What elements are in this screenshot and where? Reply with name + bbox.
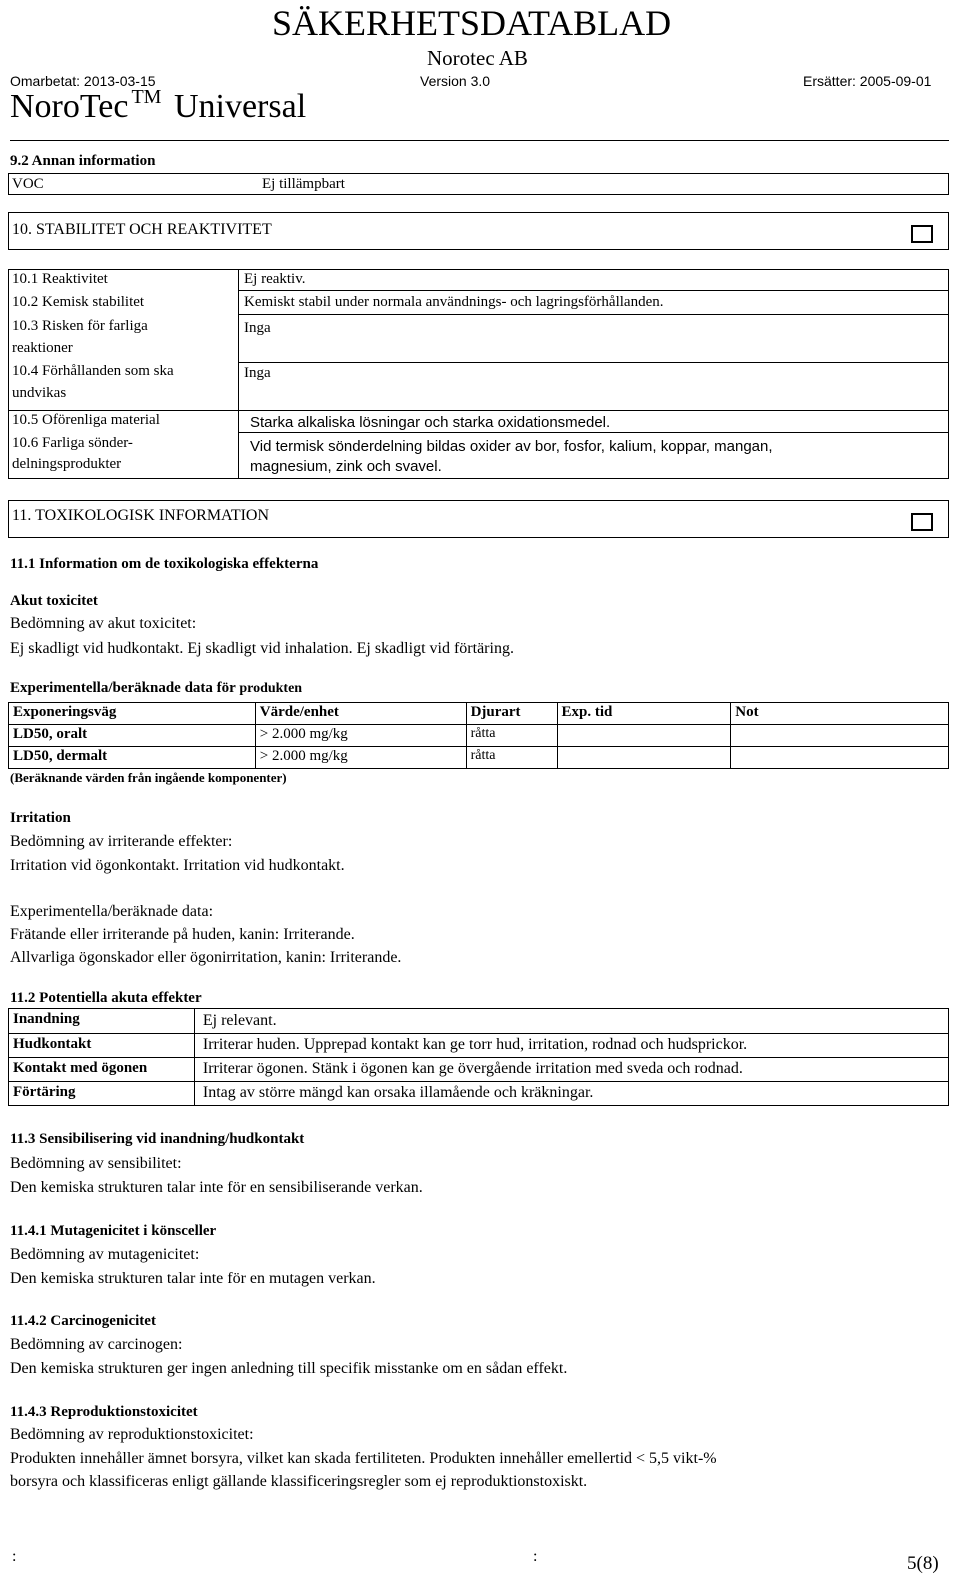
experimental-data-subheading: Experimentella/beräknade data: [10,903,214,920]
reproductive-toxicity-text: Produkten innehåller ämnet borsyra, vilket kan skada fertiliteten. Produkten innehåller emellertid < 5,5 vikt-% [10,1450,717,1467]
voc-row [8,173,949,195]
table-row [9,1009,949,1034]
experimental-data-heading-bold: Experimentella/beräknade data för [10,680,236,696]
page-number: 5(8) [907,1553,939,1574]
mutagenicity-assessment: Bedömning av mutagenicitet: [10,1246,200,1263]
section-11-1-heading: 11.1 Information om de toxikologiska effekterna [10,556,319,572]
column-header: Not [731,703,949,725]
irritation-heading: Irritation [10,810,71,826]
table-cell: Irriterar huden. Upprepad kontakt kan ge torr hud, irritation, rodnad och hudsprickor. [194,1034,948,1058]
acute-effects-table [8,1008,949,1106]
mutagenicity-text: Den kemiska strukturen talar inte för en mutagen verkan. [10,1270,376,1287]
table-row [9,747,949,769]
section-9-2-heading: 9.2 Annan information [10,153,156,169]
column-header: Värde/enhet [255,703,466,725]
section-11-2-heading: 11.2 Potentiella akuta effekter [10,990,202,1006]
s10-row-value: Vid termisk sönderdelning bildas oxider av bor, fosfor, kalium, koppar, mangan, [250,438,773,455]
footer-colon: : [533,1548,538,1565]
replaces-date: Ersätter: 2005-09-01 [803,73,932,89]
column-header: Exp. tid [557,703,731,725]
table-cell [731,747,949,769]
table-row [9,1034,949,1058]
table-cell: Intag av större mängd kan orsaka illamående och kräkningar. [194,1082,948,1106]
acute-toxicity-assessment: Bedömning av akut toxicitet: [10,615,197,632]
s10-row-value: Inga [244,320,271,336]
s10-row-label: reaktioner [12,340,73,356]
table-cell: Irriterar ögonen. Stänk i ögonen kan ge övergående irritation med sveda och rodnad. [194,1058,948,1082]
trademark: TM [131,86,162,108]
experimental-data-heading-rest: produkten [235,681,303,696]
toxicity-table [8,702,949,769]
s10-row-value: Ej reaktiv. [244,271,306,287]
table-cell: råtta [466,725,557,747]
product-name [10,86,306,126]
sensitization-assessment: Bedömning av sensibilitet: [10,1155,182,1172]
s10-row-label: 10.5 Oförenliga material [12,412,160,428]
reproductive-toxicity-text: borsyra och klassificeras enligt gällande klassificeringsregler som ej reproduktionstoxiskt. [10,1473,588,1490]
s10-row-label: undvikas [12,385,67,401]
table-cell [731,725,949,747]
irritation-assessment: Bedömning av irriterande effekter: [10,833,233,850]
table-cell: > 2.000 mg/kg [255,747,466,769]
s10-row-label: 10.4 Förhållanden som ska [12,363,174,379]
header-rule [10,140,949,141]
table-cell: Kontakt med ögonen [9,1058,195,1082]
s10-row-value: Inga [244,365,271,381]
s10-row-label: delningsprodukter [12,456,122,472]
section-10-table-divider [238,269,239,479]
company-name: Norotec AB [427,46,528,70]
document-title: SÄKERHETSDATABLAD [272,3,672,43]
s10-row-label: 10.6 Farliga sönder- [12,435,133,451]
row-divider [238,314,949,315]
s10-row-value: magnesium, zink och svavel. [250,458,442,475]
table-cell: Förtäring [9,1082,195,1106]
checkbox-icon [911,225,933,243]
voc-value: Ej tillämpbart [262,176,345,192]
checkbox-icon [911,513,933,531]
section-11-4-2-heading: 11.4.2 Carcinogenicitet [10,1313,156,1329]
acute-toxicity-heading: Akut toxicitet [10,593,98,609]
table-cell: Hudkontakt [9,1034,195,1058]
section-11-4-3-heading: 11.4.3 Reproduktionstoxicitet [10,1404,198,1420]
section-11-heading: 11. TOXIKOLOGISK INFORMATION [12,507,270,524]
table-cell: LD50, oralt [9,725,256,747]
table-cell: Ej relevant. [194,1009,948,1034]
table-cell [557,747,731,769]
product-name-suffix: Universal [173,88,307,125]
table-cell: LD50, dermalt [9,747,256,769]
column-header: Djurart [466,703,557,725]
row-divider [8,410,949,411]
section-11-3-heading: 11.3 Sensibilisering vid inandning/hudkontakt [10,1131,305,1147]
carcinogenicity-text: Den kemiska strukturen ger ingen anledning till specifik misstanke om en sådan effekt. [10,1360,568,1377]
experimental-data-line: Allvarliga ögonskador eller ögonirritation, kanin: Irriterande. [10,949,402,966]
table-header-row [9,703,949,725]
row-divider [238,362,949,363]
sensitization-text: Den kemiska strukturen talar inte för en sensibiliserande verkan. [10,1179,423,1196]
table-cell: Inandning [9,1009,195,1034]
revised-date: Omarbetat: 2013-03-15 [10,73,156,89]
experimental-data-heading [10,680,302,697]
column-header: Exponeringsväg [9,703,256,725]
s10-row-label: 10.1 Reaktivitet [12,271,108,287]
table-cell: > 2.000 mg/kg [255,725,466,747]
version: Version 3.0 [420,73,491,89]
row-divider [238,290,949,291]
product-name-main: NoroTec [10,88,129,125]
table-row [9,725,949,747]
s10-row-value: Starka alkaliska lösningar och starka oxidationsmedel. [250,414,611,431]
table-footnote: (Beräknande värden från ingående komponenter) [10,770,287,785]
table-cell [557,725,731,747]
s10-row-value: Kemiskt stabil under normala användnings- och lagringsförhållanden. [244,294,664,310]
table-row [9,1082,949,1106]
section-11-4-1-heading: 11.4.1 Mutagenicitet i könsceller [10,1223,217,1239]
row-divider [238,432,949,433]
table-row [9,1058,949,1082]
s10-row-label: 10.2 Kemisk stabilitet [12,294,145,310]
voc-label: VOC [12,176,44,192]
experimental-data-line: Frätande eller irriterande på huden, kanin: Irriterande. [10,926,355,943]
s10-row-label: 10.3 Risken för farliga [12,318,148,334]
section-10-heading: 10. STABILITET OCH REAKTIVITET [12,221,272,238]
table-cell: råtta [466,747,557,769]
carcinogenicity-assessment: Bedömning av carcinogen: [10,1336,183,1353]
footer-colon: : [12,1548,17,1565]
acute-toxicity-text: Ej skadligt vid hudkontakt. Ej skadligt vid inhalation. Ej skadligt vid förtäring. [10,640,514,657]
reproductive-toxicity-assessment: Bedömning av reproduktionstoxicitet: [10,1426,254,1443]
irritation-text: Irritation vid ögonkontakt. Irritation vid hudkontakt. [10,857,345,874]
